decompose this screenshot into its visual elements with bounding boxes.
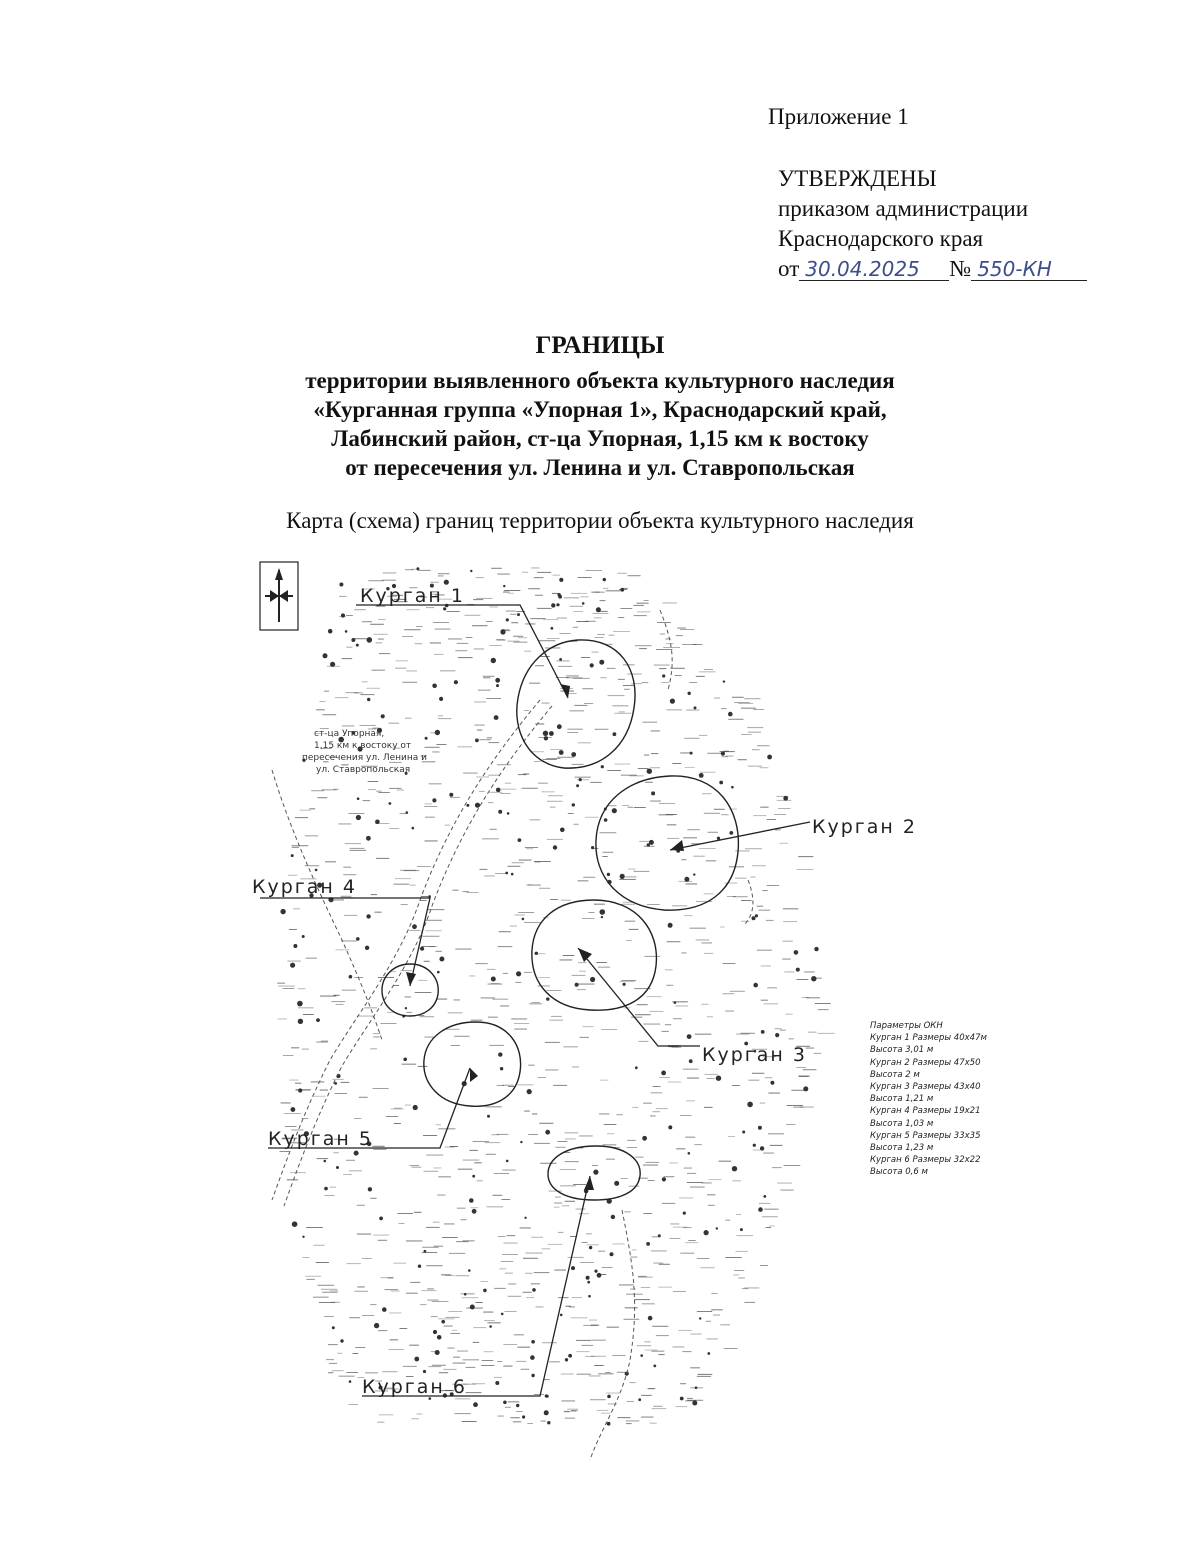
document-title: ГРАНИЦЫ xyxy=(535,332,665,359)
mound-1-boundary xyxy=(517,640,635,768)
parameters-line: Высота 1,21 м xyxy=(870,1094,934,1105)
parameters-line: Высота 3,01 м xyxy=(870,1045,934,1056)
location-note-line-4: ул. Ставропольская xyxy=(316,765,411,775)
parameters-line: Курган 3 Размеры 43х40 xyxy=(870,1082,981,1093)
mound-2-label: Курган 2 xyxy=(812,816,917,838)
parameters-line: Высота 2 м xyxy=(870,1069,920,1080)
approval-line-1: приказом администрации xyxy=(778,196,1029,221)
number-prefix: № xyxy=(949,256,972,281)
location-note-line-2: 1,15 км к востоку от xyxy=(314,741,412,751)
mound-2-boundary xyxy=(596,776,739,910)
survey-point-cloud xyxy=(277,567,834,1425)
mound-5-label: Курган 5 xyxy=(268,1128,373,1150)
subtitle-line-4: от пересечения ул. Ленина и ул. Ставропольская xyxy=(345,455,855,480)
location-note-line-3: пересечения ул. Ленина и xyxy=(302,753,427,763)
order-date: 30.04.2025 xyxy=(799,258,949,281)
mound-4-label: Курган 4 xyxy=(252,876,357,898)
parameters-line: Курган 1 Размеры 40х47м xyxy=(870,1033,987,1044)
mound-6-label: Курган 6 xyxy=(362,1376,467,1398)
subtitle-line-1: территории выявленного объекта культурного наследия xyxy=(305,368,895,393)
approval-status: УТВЕРЖДЕНЫ xyxy=(778,166,937,191)
parameters-line: Курган 5 Размеры 33х35 xyxy=(870,1130,981,1141)
parameters-title: Параметры ОКН xyxy=(870,1021,943,1031)
parameters-line: Курган 6 Размеры 32х22 xyxy=(870,1155,981,1166)
parameters-line: Высота 1,23 м xyxy=(870,1143,934,1154)
mound-parameters-legend xyxy=(870,1020,987,1179)
order-number: 550-КН xyxy=(971,258,1087,281)
subtitle-line-3: Лабинский район, ст-ца Упорная, 1,15 км к востоку xyxy=(331,426,869,451)
approval-line-2: Краснодарского края xyxy=(778,226,984,251)
leader-lines xyxy=(260,605,810,1396)
subtitle-line-2: «Курганная группа «Упорная 1», Краснодарский край, xyxy=(313,397,887,422)
date-prefix: от xyxy=(778,256,800,281)
north-arrow-icon xyxy=(260,562,298,630)
location-note-line-1: ст-ца Упорная, xyxy=(314,729,385,739)
mound-3-label: Курган 3 xyxy=(702,1044,807,1066)
mound-1-label: Курган 1 xyxy=(360,585,465,607)
mound-5-boundary xyxy=(424,1022,521,1106)
appendix-label: Приложение 1 xyxy=(768,104,909,129)
mound-3-boundary xyxy=(532,900,657,1010)
parameters-line: Высота 0,6 м xyxy=(870,1167,928,1178)
mound-4-boundary xyxy=(382,964,438,1016)
parameters-line: Курган 4 Размеры 19х21 xyxy=(870,1106,981,1117)
map-caption: Карта (схема) границ территории объекта культурного наследия xyxy=(286,508,914,533)
parameters-line: Высота 1,03 м xyxy=(870,1118,934,1129)
parameters-line: Курган 2 Размеры 47х50 xyxy=(870,1057,981,1068)
